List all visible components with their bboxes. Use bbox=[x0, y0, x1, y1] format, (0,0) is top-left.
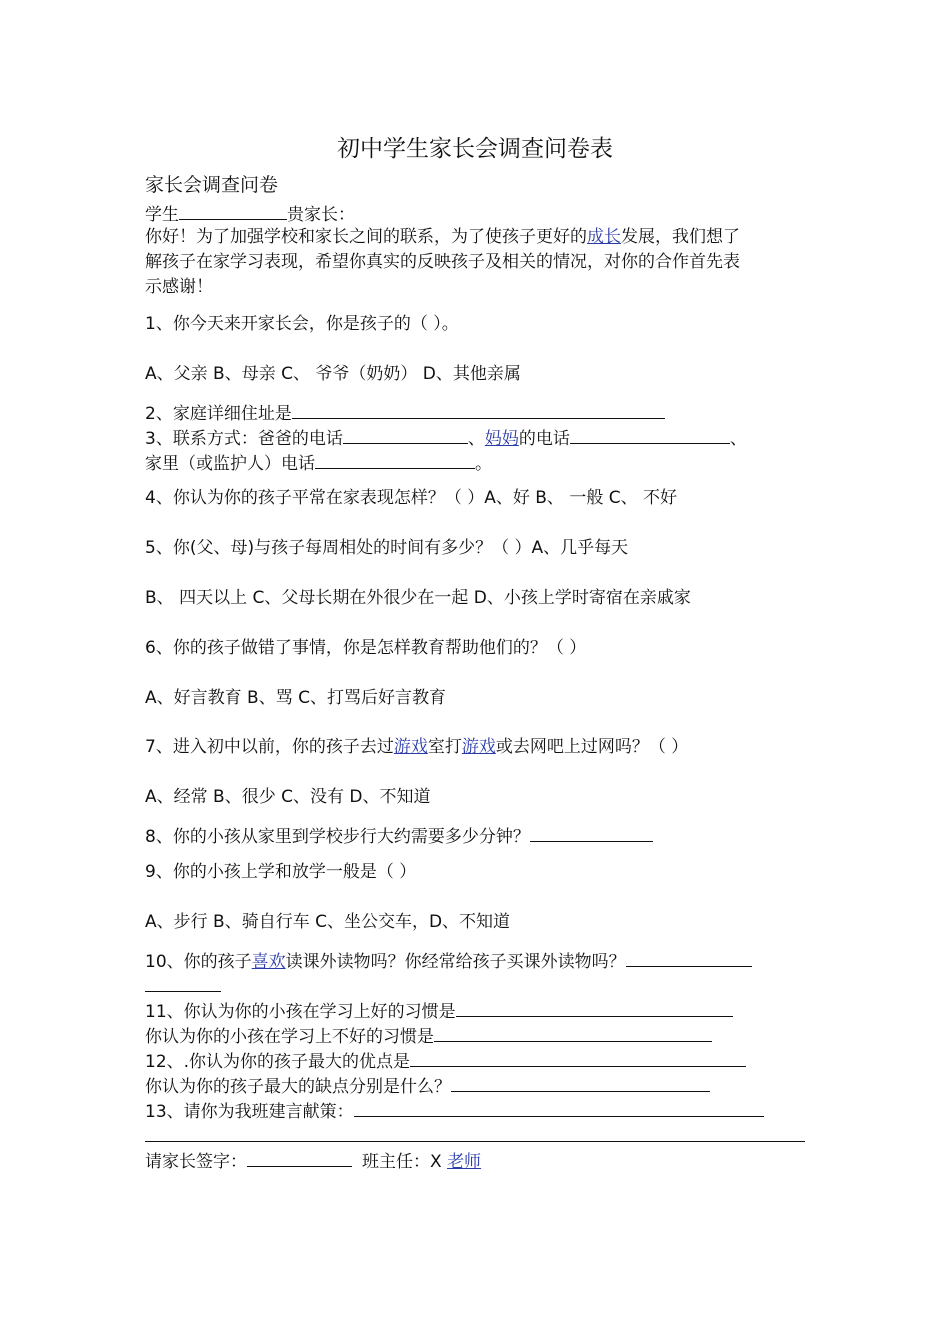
question-6-options: A、好言教育 B、骂 C、打骂后好言教育 bbox=[145, 688, 446, 708]
like-link[interactable]: 喜欢 bbox=[251, 952, 286, 972]
question-11-text-b: 你认为你的小孩在学习上不好的习惯是 bbox=[145, 1027, 434, 1047]
question-7-text-a: 7、进入初中以前，你的孩子去过 bbox=[145, 737, 394, 757]
question-8 bbox=[145, 822, 653, 849]
game-link-2[interactable]: 游戏 bbox=[461, 737, 496, 757]
question-5: 5、你(父、母)与孩子每周相处的时间有多少？（ ）A、几乎每天 bbox=[145, 538, 629, 558]
teacher-link[interactable]: 老师 bbox=[447, 1152, 482, 1172]
question-1-options: A、父亲 B、母亲 C、 爷爷（奶奶） D、其他亲属 bbox=[145, 364, 521, 384]
question-12-line-2 bbox=[145, 1072, 710, 1099]
question-10-continuation bbox=[145, 972, 221, 999]
question-7-text-b: 室打 bbox=[427, 737, 462, 757]
document-title: 初中学生家长会调查问卷表 bbox=[337, 136, 613, 162]
question-11-line-2 bbox=[145, 1022, 712, 1049]
greeting-pre: 学生 bbox=[145, 205, 179, 225]
question-3-sep: 、 bbox=[467, 429, 485, 449]
question-3-text-d: 家里（或监护人）电话 bbox=[145, 454, 315, 474]
teacher-label: 班主任：X bbox=[362, 1152, 448, 1172]
question-12-text-a: 12、.你认为你的孩子最大的优点是 bbox=[145, 1052, 411, 1072]
question-7-text-c: 或去网吧上过网吗？（ ） bbox=[495, 737, 689, 757]
question-3-text-e: 。 bbox=[475, 454, 492, 474]
subtitle: 家长会调查问卷 bbox=[145, 174, 279, 196]
question-7 bbox=[145, 735, 688, 759]
address-blank[interactable] bbox=[292, 399, 665, 419]
question-7-options: A、经常 B、很少 C、没有 D、不知道 bbox=[145, 787, 431, 807]
guardian-phone-blank[interactable] bbox=[315, 449, 475, 469]
intro-line-1 bbox=[145, 225, 740, 249]
suggestion-blank-1[interactable] bbox=[354, 1097, 764, 1117]
question-3-text-c: 、 bbox=[729, 429, 747, 449]
question-6: 6、你的孩子做错了事情，你是怎样教育帮助他们的？（ ） bbox=[145, 638, 587, 658]
parent-signature-blank[interactable] bbox=[247, 1147, 352, 1167]
question-13-text: 13、请你为我班建言献策： bbox=[145, 1102, 354, 1122]
question-9-options: A、步行 B、骑自行车 C、坐公交车，D、不知道 bbox=[145, 912, 511, 932]
question-10-text-b: 读课外读物吗？你经常给孩子买课外读物吗？ bbox=[285, 952, 626, 972]
growth-link[interactable]: 成长 bbox=[587, 227, 621, 247]
game-link-1[interactable]: 游戏 bbox=[393, 737, 428, 757]
intro-line-2: 解孩子在家学习表现，希望你真实的反映孩子及相关的情况，对你的合作首先表 bbox=[145, 252, 740, 272]
question-12-line-1 bbox=[145, 1047, 746, 1074]
question-4: 4、你认为你的孩子平常在家表现怎样？（ ）A、好 B、 一般 C、 不好 bbox=[145, 488, 677, 508]
good-habits-blank[interactable] bbox=[456, 997, 733, 1017]
intro-text-1a: 你好！为了加强学校和家长之间的联系，为了使孩子更好的 bbox=[145, 227, 587, 247]
question-5-options: B、 四天以上 C、父母长期在外很少在一起 D、小孩上学时寄宿在亲戚家 bbox=[145, 588, 691, 608]
greeting-line bbox=[145, 200, 355, 227]
signature-line bbox=[145, 1147, 481, 1174]
question-11-line-1 bbox=[145, 997, 733, 1024]
weaknesses-blank[interactable] bbox=[451, 1072, 710, 1092]
question-13-continuation bbox=[145, 1122, 805, 1149]
strengths-blank[interactable] bbox=[410, 1047, 746, 1067]
question-3-text-b: 的电话 bbox=[518, 429, 570, 449]
question-2 bbox=[145, 399, 665, 426]
bad-habits-blank[interactable] bbox=[434, 1022, 712, 1042]
question-2-text: 2、家庭详细住址是 bbox=[145, 404, 292, 424]
question-11-text-a: 11、你认为你的小孩在学习上好的习惯是 bbox=[145, 1002, 456, 1022]
question-1: 1、你今天来开家长会，你是孩子的（ ）。 bbox=[145, 314, 459, 334]
question-10 bbox=[145, 947, 752, 974]
parent-sign-label: 请家长签字： bbox=[145, 1152, 247, 1172]
question-13 bbox=[145, 1097, 764, 1124]
reading-blank-2[interactable] bbox=[145, 972, 221, 992]
father-phone-blank[interactable] bbox=[343, 424, 468, 444]
greeting-post: 贵家长： bbox=[287, 205, 355, 225]
walk-minutes-blank[interactable] bbox=[530, 822, 653, 842]
question-12-text-b: 你认为你的孩子最大的缺点分别是什么？ bbox=[145, 1077, 451, 1097]
question-9: 9、你的小孩上学和放学一般是（ ） bbox=[145, 862, 417, 882]
question-3-line-2 bbox=[145, 449, 492, 476]
mother-link[interactable]: 妈妈 bbox=[484, 429, 519, 449]
intro-text-1b: 发展，我们想了 bbox=[621, 227, 740, 247]
student-name-blank[interactable] bbox=[179, 200, 287, 220]
question-3-text-a: 3、联系方式：爸爸的电话 bbox=[145, 429, 343, 449]
suggestion-blank-2[interactable] bbox=[145, 1122, 805, 1142]
mother-phone-blank[interactable] bbox=[570, 424, 730, 444]
question-8-text: 8、你的小孩从家里到学校步行大约需要多少分钟？ bbox=[145, 827, 530, 847]
intro-line-3: 示感谢！ bbox=[145, 277, 213, 297]
question-3-line-1 bbox=[145, 424, 747, 451]
reading-blank-1[interactable] bbox=[626, 947, 752, 967]
question-10-text-a: 10、你的孩子 bbox=[145, 952, 252, 972]
